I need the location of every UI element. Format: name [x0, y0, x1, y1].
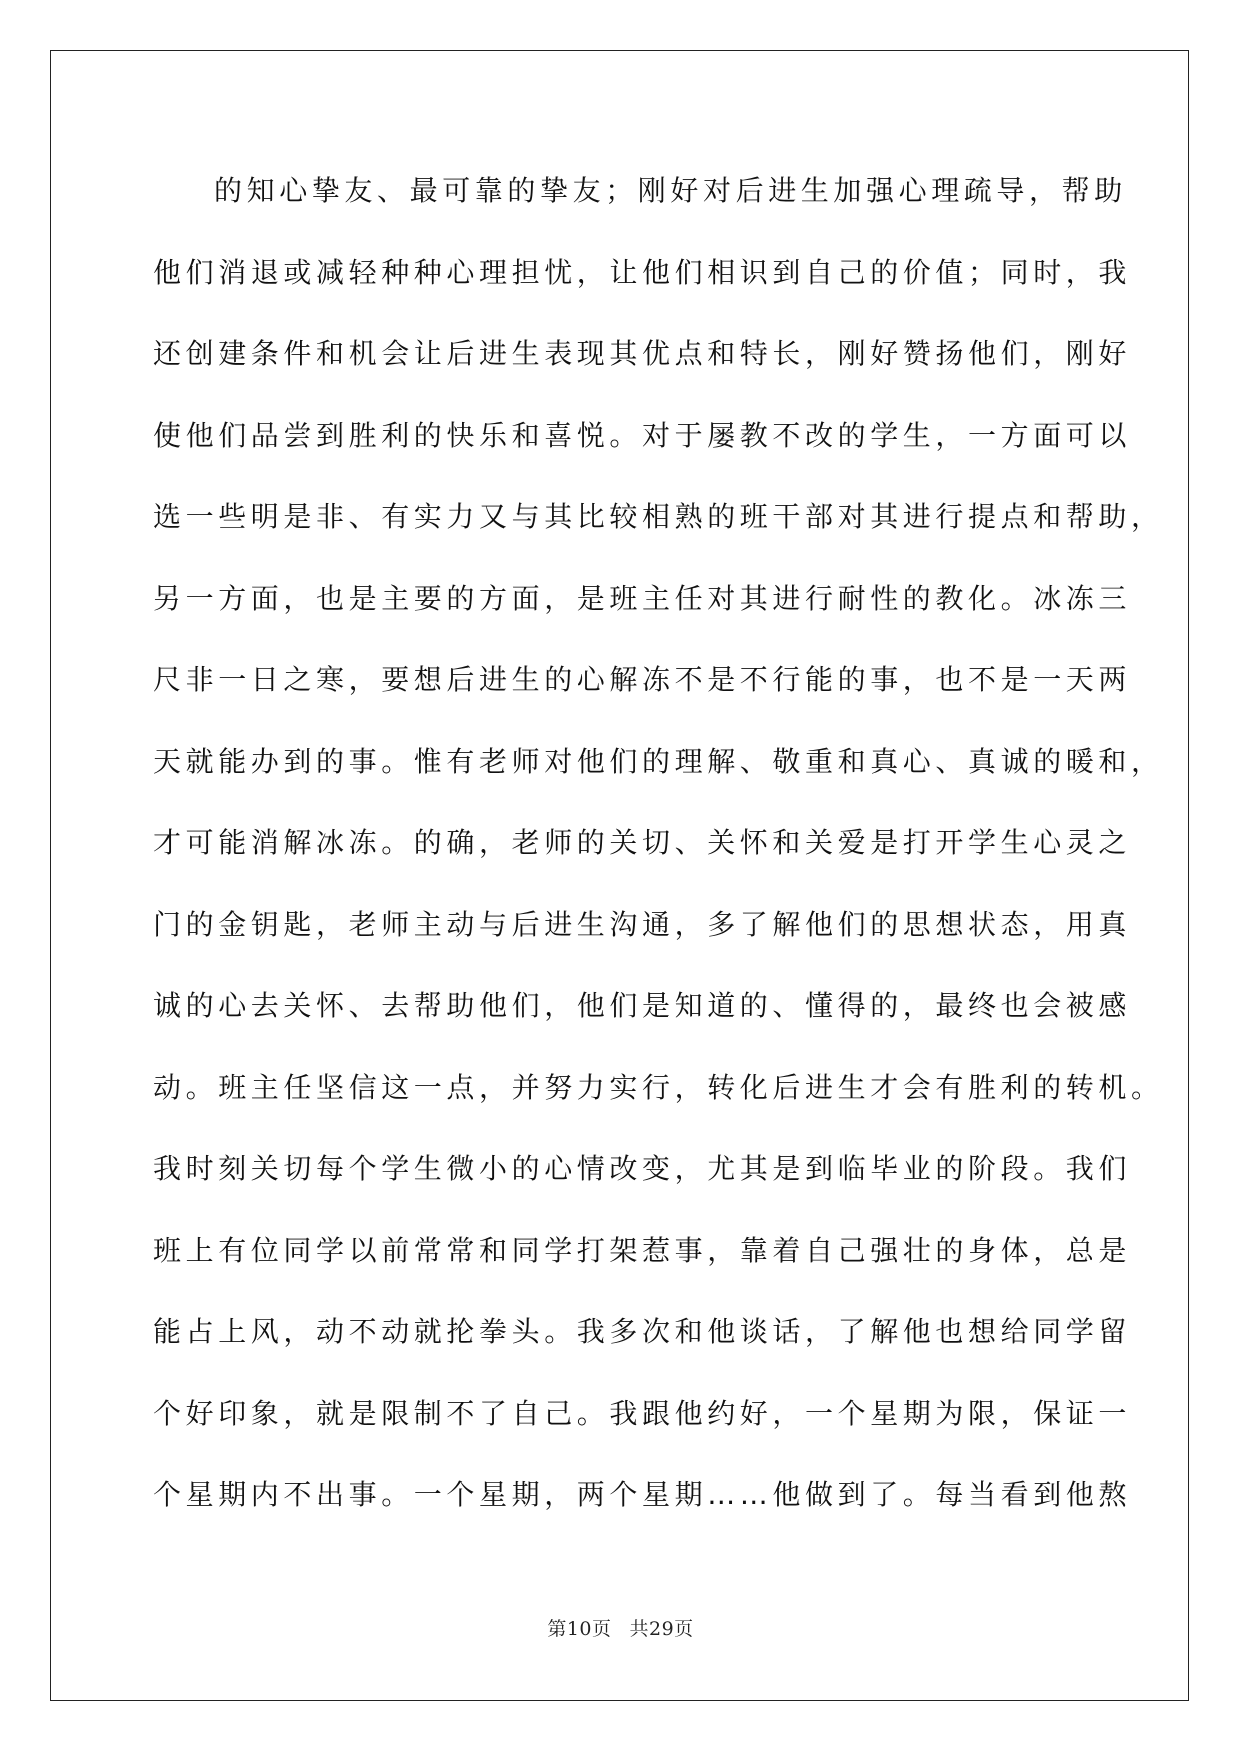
document-body	[153, 163, 1164, 1549]
text-line: 我时刻关切每个学生微小的心情改变，尤其是到临毕业的阶段。我们	[153, 1152, 1132, 1185]
text-line: 个星期内不出事。一个星期，两个星期……他做到了。每当看到他熬	[153, 1478, 1132, 1511]
text-line: 另一方面，也是主要的方面，是班主任对其进行耐性的教化。冰冻三	[153, 581, 1132, 615]
text-line: 选一些明是非、有实力又与其比较相熟的班干部对其进行提点和帮助，	[153, 500, 1164, 533]
page-number: 第10页	[547, 1618, 612, 1640]
text-line: 才可能消解冰冻。的确，老师的关切、关怀和关爱是打开学生心灵之	[153, 826, 1132, 859]
text-line: 尺非一日之寒，要想后进生的心解冻不是不行能的事，也不是一天两	[153, 663, 1132, 696]
text-line: 天就能办到的事。惟有老师对他们的理解、敬重和真心、真诚的暖和，	[153, 744, 1164, 778]
text-line: 能占上风，动不动就抡拳头。我多次和他谈话，了解他也想给同学留	[153, 1315, 1132, 1348]
text-line: 他们消退或减轻种种心理担忧，让他们相识到自己的价值；同时，我	[153, 255, 1132, 289]
text-line: 门的金钥匙，老师主动与后进生沟通，多了解他们的思想状态，用真	[153, 907, 1132, 941]
text-line: 个好印象，就是限制不了自己。我跟他约好，一个星期为限，保证一	[153, 1396, 1132, 1430]
text-line: 动。班主任坚信这一点，并努力实行，转化后进生才会有胜利的转机。	[153, 1070, 1164, 1104]
text-line: 班上有位同学以前常常和同学打架惹事，靠着自己强壮的身体，总是	[153, 1233, 1132, 1267]
page-total: 共29页	[629, 1618, 694, 1640]
text-line: 的知心挚友、最可靠的挚友；刚好对后进生加强心理疏导，帮助	[214, 174, 1127, 207]
page-footer	[0, 1614, 1241, 1641]
text-line: 诚的心去关怀、去帮助他们，他们是知道的、懂得的，最终也会被感	[153, 989, 1132, 1022]
text-line: 还创建条件和机会让后进生表现其优点和特长，刚好赞扬他们，刚好	[153, 337, 1132, 370]
text-line: 使他们品尝到胜利的快乐和喜悦。对于屡教不改的学生，一方面可以	[153, 418, 1132, 452]
